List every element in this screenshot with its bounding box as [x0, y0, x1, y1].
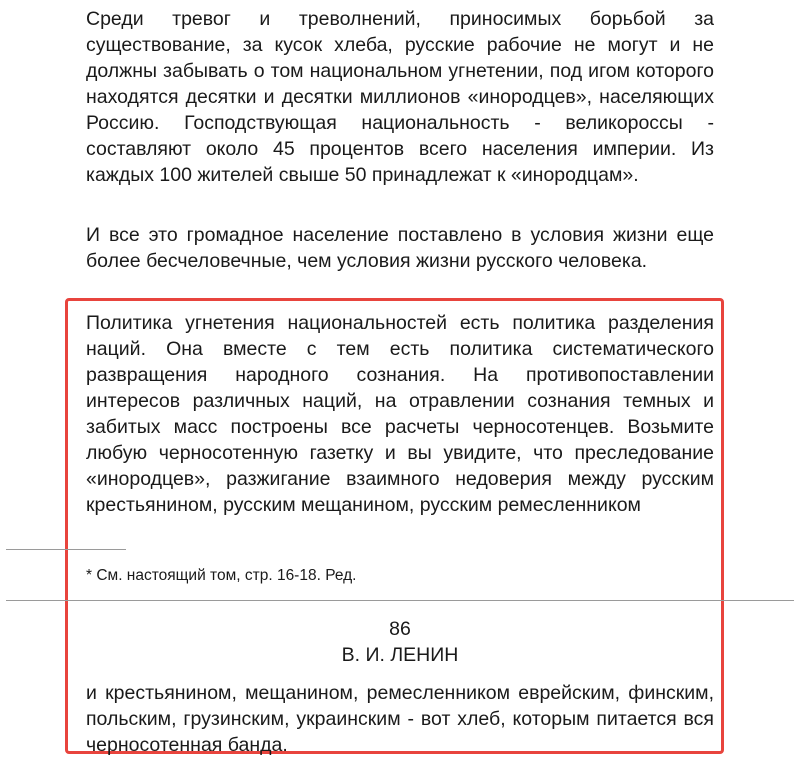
footnote-divider [6, 549, 126, 550]
paragraph-3-highlighted: Политика угнетения национальностей есть политика разделения наций. Она вместе с тем есть политика систематического развращения народного сознания. На противопоставлении интересов различных наций, на отравлении сознания темных и забитых масс построены все расчеты черносотенцев. Возьмите любую черносотенную газетку и вы увидите, что преследование «инородцев», разжигание взаимного недоверия между русским крестьянином, русским мещанином, русским ремесленником [86, 312, 714, 516]
running-head: В. И. ЛЕНИН [341, 644, 459, 666]
page-number: 86 [389, 618, 411, 640]
paragraph-2: И все это громадное население поставлено в условия жизни еще более бесчеловечные, чем условия жизни русского человека. [86, 224, 714, 272]
page-break-divider [6, 600, 794, 601]
paragraph-1: Среди тревог и треволнений, приносимых борьбой за существование, за кусок хлеба, русские рабочие не могут и не должны забывать о том национальном угнетении, под игом которого находятся десятки и десятки миллионов «инородцев», населяющих Россию. Господствующая национальность - великороссы - составляют около 45 процентов всего населения империи. Из каждых 100 жителей свыше 50 принадлежат к «инородцам». [86, 8, 714, 186]
footnote: * См. настоящий том, стр. 16-18. Ред. [86, 567, 357, 584]
paragraph-4-highlighted: и крестьянином, мещанином, ремесленником еврейским, финским, польским, грузинским, украинским - вот хлеб, которым питается вся черносотенная банда. [86, 682, 714, 756]
